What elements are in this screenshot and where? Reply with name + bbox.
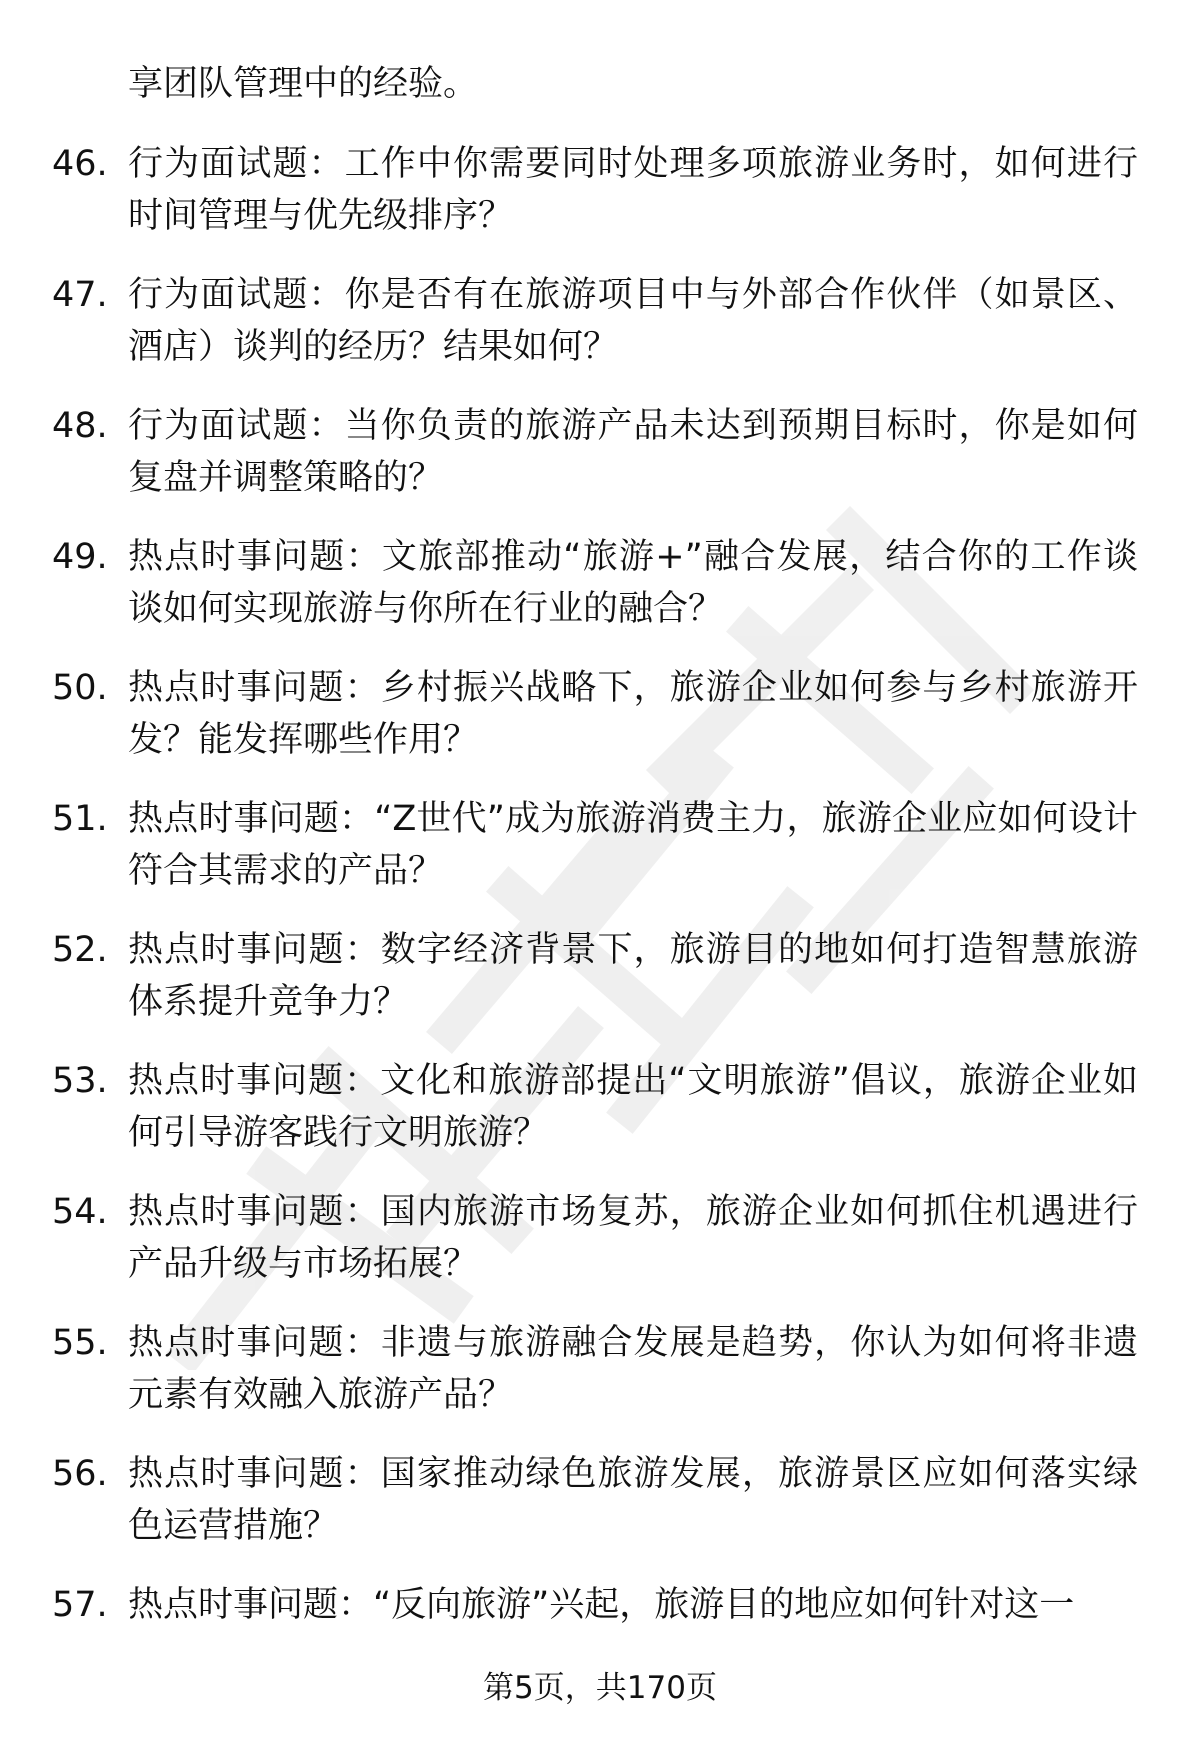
question-number: 57. <box>52 1585 108 1625</box>
question-number: 56. <box>52 1454 108 1494</box>
question-number: 53. <box>52 1061 108 1101</box>
question-text: 热点时事问题：国家推动绿色旅游发展，旅游景区应如何落实绿色运营措施？ <box>128 1454 1138 1546</box>
question-text: 热点时事问题：文化和旅游部提出“文明旅游”倡议，旅游企业如何引导游客践行文明旅游？ <box>128 1061 1138 1153</box>
question-number: 55. <box>52 1323 108 1363</box>
question-text: 热点时事问题：国内旅游市场复苏，旅游企业如何抓住机遇进行产品升级与市场拓展？ <box>128 1192 1138 1284</box>
list-item <box>0 662 1200 793</box>
question-text: 行为面试题：你是否有在旅游项目中与外部合作伙伴（如景区、酒店）谈判的经历？结果如何？ <box>128 275 1138 367</box>
question-list <box>0 138 1200 1710</box>
question-text: 行为面试题：当你负责的旅游产品未达到预期目标时，你是如何复盘并调整策略的？ <box>128 406 1138 498</box>
list-item <box>0 138 1200 269</box>
question-text: 热点时事问题：非遗与旅游融合发展是趋势，你认为如何将非遗元素有效融入旅游产品？ <box>128 1323 1138 1415</box>
question-number: 52. <box>52 930 108 970</box>
question-text: 热点时事问题：“Z世代”成为旅游消费主力，旅游企业应如何设计符合其需求的产品？ <box>128 799 1138 891</box>
list-item <box>0 400 1200 531</box>
question-text: 热点时事问题：文旅部推动“旅游+”融合发展，结合你的工作谈谈如何实现旅游与你所在行业的融合？ <box>128 537 1138 629</box>
question-number: 50. <box>52 668 108 708</box>
question-text: 行为面试题：工作中你需要同时处理多项旅游业务时，如何进行时间管理与优先级排序？ <box>128 144 1138 236</box>
carryover-text: 享团队管理中的经验。 <box>128 64 479 104</box>
list-item <box>0 531 1200 662</box>
question-text: 热点时事问题：数字经济背景下，旅游目的地如何打造智慧旅游体系提升竞争力？ <box>128 930 1138 1022</box>
list-item <box>0 1448 1200 1579</box>
list-item <box>0 1055 1200 1186</box>
question-number: 51. <box>52 799 108 839</box>
question-text: 热点时事问题：“反向旅游”兴起，旅游目的地应如何针对这一 <box>128 1585 1075 1625</box>
question-number: 48. <box>52 406 108 446</box>
list-item <box>0 1317 1200 1448</box>
list-item <box>0 269 1200 400</box>
question-number: 49. <box>52 537 108 577</box>
list-item <box>0 924 1200 1055</box>
list-item <box>0 793 1200 924</box>
question-number: 47. <box>52 275 108 315</box>
question-number: 46. <box>52 144 108 184</box>
question-number: 54. <box>52 1192 108 1232</box>
list-item <box>0 1186 1200 1317</box>
page-footer: 第5页，共170页 <box>483 1670 717 1706</box>
question-text: 热点时事问题：乡村振兴战略下，旅游企业如何参与乡村旅游开发？能发挥哪些作用？ <box>128 668 1138 760</box>
